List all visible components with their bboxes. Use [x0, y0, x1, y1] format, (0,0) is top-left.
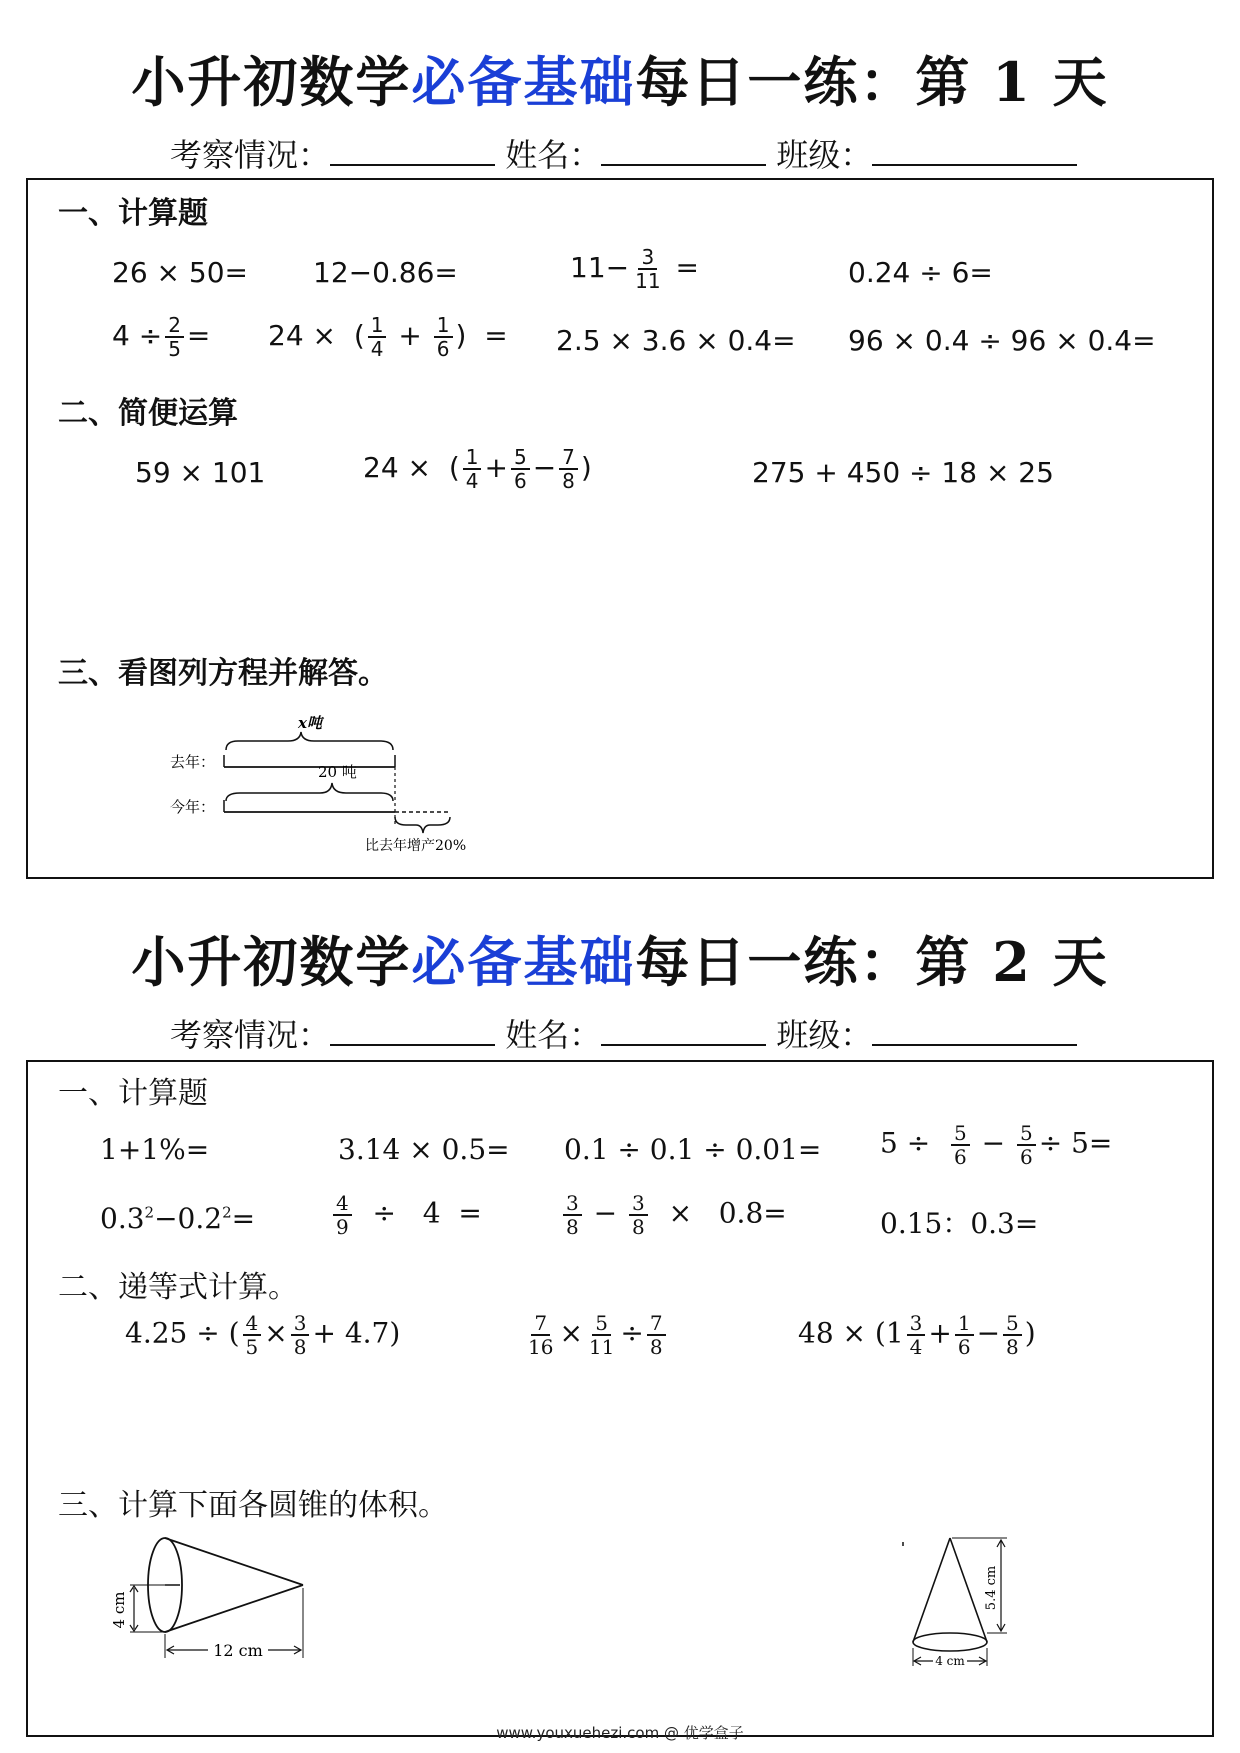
day1-calc-2: 12−0.86= — [313, 256, 458, 289]
cone1-radius-label: 4 cm — [110, 1591, 128, 1629]
cone2-base-ellipse — [913, 1633, 987, 1651]
day2-section2-heading: 二、递等式计算。 — [58, 1270, 298, 1305]
cone2-base-label: 4 cm — [935, 1654, 965, 1668]
day1-calc-8: 96 × 0.4 ÷ 96 × 0.4= — [848, 324, 1156, 357]
day2-section3-heading: 三、计算下面各圆锥的体积。 — [58, 1488, 448, 1523]
day1-info-label-performance: 考察情况： — [170, 136, 331, 174]
day1-simplify-1: 59 × 101 — [135, 456, 266, 489]
day2-calc-2: 3.14 × 0.5= — [338, 1133, 510, 1166]
cone2-height-label: 5.4 cm — [984, 1565, 999, 1611]
diagram-middle-brace — [226, 783, 393, 801]
day2-calc-8: 0.15：0.3= — [880, 1207, 1039, 1240]
day2-cone-horizontal — [100, 1530, 320, 1660]
footer-watermark: www.youxuehezi.com @ 优学盒子 — [496, 1724, 744, 1742]
cone2-right-slant — [950, 1538, 987, 1642]
day2-calc-4: 5 ÷ $\frac{5}{6}$ − $\frac{5}{6}$ ÷ 5= — [880, 1121, 1113, 1169]
day2-info-label-name: 姓名： — [505, 1016, 602, 1054]
day2-calc-1: 1+1%= — [100, 1133, 210, 1166]
diagram-last-year-label: 去年： — [170, 753, 216, 771]
diagram-amount-label: 20 吨 — [318, 763, 357, 781]
day2-calc-3: 0.1 ÷ 0.1 ÷ 0.01= — [564, 1133, 822, 1166]
day2-equation-3: 48 × (1 $\frac{3}{4}$ + $\frac{1}{6}$ − $\frac{5}{8}$ ) — [798, 1311, 1036, 1359]
day1-section2-heading: 二、简便运算 — [58, 396, 238, 431]
day1-calc-4: 0.24 ÷ 6= — [848, 256, 993, 289]
day1-section3-heading: 三、看图列方程并解答。 — [58, 656, 388, 691]
day1-info-label-class: 班级： — [776, 136, 873, 174]
day1-simplify-3: 275 + 450 ÷ 18 × 25 — [752, 456, 1054, 489]
day1-calc-5: 4 ÷ $\frac{2}{5}$ = — [112, 313, 211, 361]
day2-calc-7: $\frac{3}{8}$ − $\frac{3}{8}$ × 0.8= — [560, 1192, 787, 1238]
day1-title — [0, 40, 1240, 117]
day1-calc-1: 26 × 50= — [112, 256, 248, 289]
day1-class-blank[interactable] — [872, 138, 1077, 166]
day2-title-post: 每日一练：第 2 天 — [635, 930, 1109, 994]
diagram-this-year-label: 今年： — [170, 798, 216, 816]
diagram-top-brace — [226, 732, 393, 750]
diagram-increase-label: 比去年增产20% — [365, 838, 467, 854]
day2-title — [0, 920, 1240, 997]
day2-info-row — [170, 1010, 1077, 1056]
day2-equation-2: $\frac{7}{16}$ × $\frac{5}{11}$ ÷ $\frac{7}{8}$ — [522, 1312, 669, 1358]
day2-name-blank[interactable] — [601, 1018, 766, 1046]
day1-title-pre: 小升初数学 — [131, 50, 412, 114]
day2-class-blank[interactable] — [872, 1018, 1077, 1046]
day1-calc-6: 24 × ( $\frac{1}{4}$ + $\frac{1}{6}$ ) = — [268, 313, 508, 361]
day1-info-label-name: 姓名： — [505, 136, 602, 174]
day2-calc-5: $0.3^2-0.2^2=$ — [100, 1202, 256, 1235]
diagram-bottom-brace — [395, 817, 450, 833]
day1-info-row — [170, 130, 1077, 176]
day1-simplify-2: 24 × ( $\frac{1}{4}$ + $\frac{5}{6}$ − $\frac{7}{8}$ ) — [363, 445, 592, 493]
day2-equation-1: 4.25 ÷ ( $\frac{4}{5}$ × $\frac{3}{8}$ + 4.7) — [125, 1311, 401, 1359]
diagram-x-label: x吨 — [298, 714, 322, 732]
day1-calc-3: 11− $\frac{3}{11}$ = — [570, 245, 699, 293]
day1-title-post: 每日一练：第 1 天 — [635, 50, 1109, 114]
day2-section1-heading: 一、计算题 — [58, 1076, 208, 1111]
day1-calc-7: 2.5 × 3.6 × 0.4= — [556, 324, 796, 357]
cone2-left-slant — [913, 1538, 950, 1642]
cone1-lower-slant — [165, 1585, 303, 1632]
day1-section1-heading: 一、计算题 — [58, 196, 208, 231]
day1-title-blue: 必备基础 — [411, 50, 636, 114]
day2-calc-6: $\frac{4}{9}$ ÷ 4 = — [330, 1192, 482, 1238]
day1-name-blank[interactable] — [601, 138, 766, 166]
day1-line-diagram — [160, 705, 520, 855]
day2-title-pre: 小升初数学 — [131, 930, 412, 994]
day2-cone-upright — [895, 1530, 1025, 1670]
day1-performance-blank[interactable] — [330, 138, 495, 166]
day2-performance-blank[interactable] — [330, 1018, 495, 1046]
day2-title-blue: 必备基础 — [411, 930, 636, 994]
cone1-upper-slant — [165, 1538, 303, 1585]
day2-info-label-class: 班级： — [776, 1016, 873, 1054]
cone1-length-label: 12 cm — [213, 1641, 263, 1660]
day2-info-label-performance: 考察情况： — [170, 1016, 331, 1054]
